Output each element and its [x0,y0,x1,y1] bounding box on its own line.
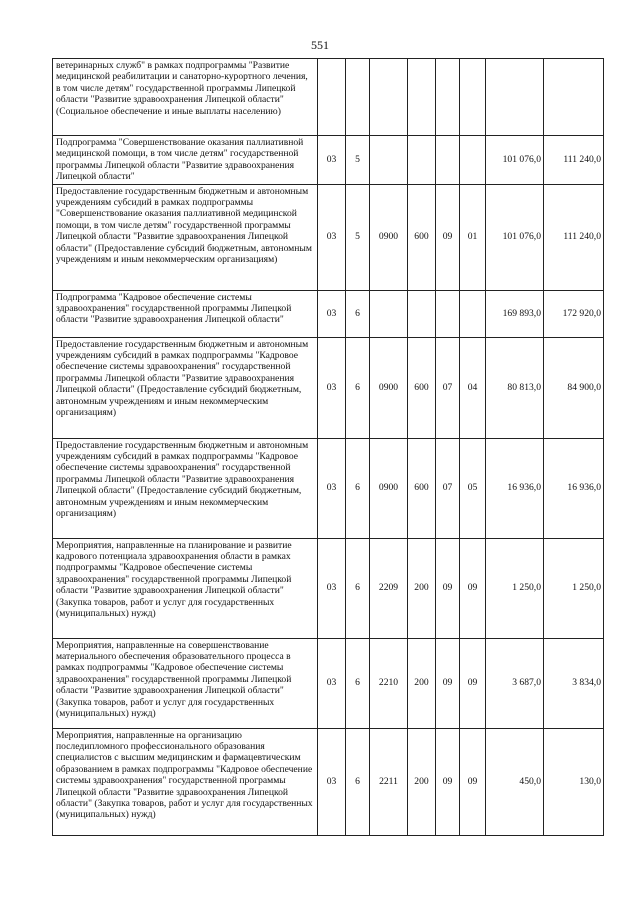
page-number: 551 [311,38,329,52]
row-description: ветеринарных служб" в рамках подпрограммы "Развитие медицинской реабилитации и санаторно-курортного лечения, в том числе детям" государственной программы Липецкой области "Развитие здравоохранения Липецкой области" (Социальное обеспечение и иные выплаты населению) [53,59,318,136]
code-cell: 2209 [370,538,408,638]
code-cell: 6 [346,638,370,728]
code-cell [370,59,408,136]
code-cell: 6 [346,538,370,638]
row-description: Предоставление государственным бюджетным и автономным учреждениям субсидий в рамках подпрограммы "Кадровое обеспечение системы здравоохранения" государственной программы Липецкой области "Развитие здравоохранения Липецкой области" (Предоставление субсидий бюджетным, автономным учреждениям и иным некоммерческим организациям) [53,438,318,538]
table-body [53,59,604,836]
table-row [53,290,604,337]
code-cell [370,136,408,185]
code-cell: 09 [460,638,486,728]
code-cell: 0900 [370,337,408,438]
amount-cell-year-2: 111 240,0 [544,136,604,185]
code-cell: 09 [436,728,460,835]
table-row [53,638,604,728]
table-row [53,184,604,290]
code-cell: 2211 [370,728,408,835]
amount-cell-year-2 [544,59,604,136]
code-cell: 03 [318,290,346,337]
code-cell: 09 [436,638,460,728]
amount-cell-year-1: 3 687,0 [486,638,544,728]
code-cell [346,59,370,136]
code-cell: 2210 [370,638,408,728]
budget-table [52,58,604,836]
code-cell [460,59,486,136]
code-cell [370,290,408,337]
amount-cell-year-2: 3 834,0 [544,638,604,728]
amount-cell-year-2: 16 936,0 [544,438,604,538]
table-row [53,337,604,438]
amount-cell-year-2: 172 920,0 [544,290,604,337]
code-cell [460,136,486,185]
code-cell: 200 [408,728,436,835]
code-cell: 09 [436,538,460,638]
code-cell [408,290,436,337]
code-cell: 200 [408,638,436,728]
code-cell: 09 [460,538,486,638]
table-row [53,136,604,185]
amount-cell-year-1: 16 936,0 [486,438,544,538]
code-cell [460,290,486,337]
row-description: Мероприятия, направленные на организацию последипломного профессионального образования специалистов с высшим медицинским и фармацевтическим образованием в рамках подпрограммы "Кадровое обеспечение системы здравоохранения" государственной программы Липецкой области "Развитие здравоохранения Липецкой области" (Закупка товаров, работ и услуг для государственных (муниципальных) нужд) [53,728,318,835]
amount-cell-year-2: 1 250,0 [544,538,604,638]
amount-cell-year-2: 130,0 [544,728,604,835]
code-cell: 04 [460,337,486,438]
code-cell: 5 [346,184,370,290]
table-row [53,59,604,136]
code-cell: 600 [408,184,436,290]
code-cell [436,136,460,185]
code-cell: 5 [346,136,370,185]
amount-cell-year-1 [486,59,544,136]
row-description: Подпрограмма "Совершенствование оказания паллиативной медицинской помощи, в том числе детям" государственной программы Липецкой области "Развитие здравоохранения Липецкой области" [53,136,318,185]
code-cell: 6 [346,728,370,835]
row-description: Предоставление государственным бюджетным и автономным учреждениям субсидий в рамках подпрограммы "Совершенствование оказания паллиативной медицинской помощи, в том числе детям" государственной программы Липецкой области "Развитие здравоохранения Липецкой области" (Предоставление субсидий бюджетным, автономным учреждениям и иным некоммерческим организациям) [53,184,318,290]
code-cell: 01 [460,184,486,290]
code-cell: 6 [346,290,370,337]
code-cell: 03 [318,638,346,728]
code-cell [318,59,346,136]
code-cell: 0900 [370,438,408,538]
amount-cell-year-1: 1 250,0 [486,538,544,638]
amount-cell-year-1: 101 076,0 [486,136,544,185]
amount-cell-year-1: 450,0 [486,728,544,835]
row-description: Мероприятия, направленные на планирование и развитие кадрового потенциала здравоохранения области в рамках подпрограммы "Кадровое обеспечение системы здравоохранения" государственной программы Липецкой области "Развитие здравоохранения Липецкой области" (Закупка товаров, работ и услуг для государственных (муниципальных) нужд) [53,538,318,638]
code-cell: 07 [436,438,460,538]
code-cell: 600 [408,337,436,438]
row-description: Мероприятия, направленные на совершенствование материального обеспечения образовательного процесса в рамках подпрограммы "Кадровое обеспечение системы здравоохранения" государственной программы Липецкой области "Развитие здравоохранения Липецкой области" (Закупка товаров, работ и услуг для государственных (муниципальных) нужд) [53,638,318,728]
code-cell: 03 [318,538,346,638]
code-cell: 03 [318,337,346,438]
table-row [53,728,604,835]
amount-cell-year-1: 169 893,0 [486,290,544,337]
code-cell [408,136,436,185]
code-cell [436,290,460,337]
code-cell: 6 [346,438,370,538]
code-cell: 200 [408,538,436,638]
amount-cell-year-2: 111 240,0 [544,184,604,290]
code-cell: 07 [436,337,460,438]
code-cell: 09 [436,184,460,290]
code-cell: 03 [318,136,346,185]
code-cell: 03 [318,438,346,538]
code-cell [436,59,460,136]
row-description: Подпрограмма "Кадровое обеспечение системы здравоохранения" государственной программы Липецкой области "Развитие здравоохранения Липецкой области" [53,290,318,337]
code-cell: 6 [346,337,370,438]
code-cell: 03 [318,184,346,290]
code-cell [408,59,436,136]
table-row [53,438,604,538]
row-description: Предоставление государственным бюджетным и автономным учреждениям субсидий в рамках подпрограммы "Кадровое обеспечение системы здравоохранения" государственной программы Липецкой области "Развитие здравоохранения Липецкой области" (Предоставление субсидий бюджетным, автономным учреждениям и иным некоммерческим организациям) [53,337,318,438]
amount-cell-year-1: 101 076,0 [486,184,544,290]
code-cell: 03 [318,728,346,835]
amount-cell-year-2: 84 900,0 [544,337,604,438]
code-cell: 05 [460,438,486,538]
code-cell: 09 [460,728,486,835]
code-cell: 600 [408,438,436,538]
table-row [53,538,604,638]
code-cell: 0900 [370,184,408,290]
amount-cell-year-1: 80 813,0 [486,337,544,438]
